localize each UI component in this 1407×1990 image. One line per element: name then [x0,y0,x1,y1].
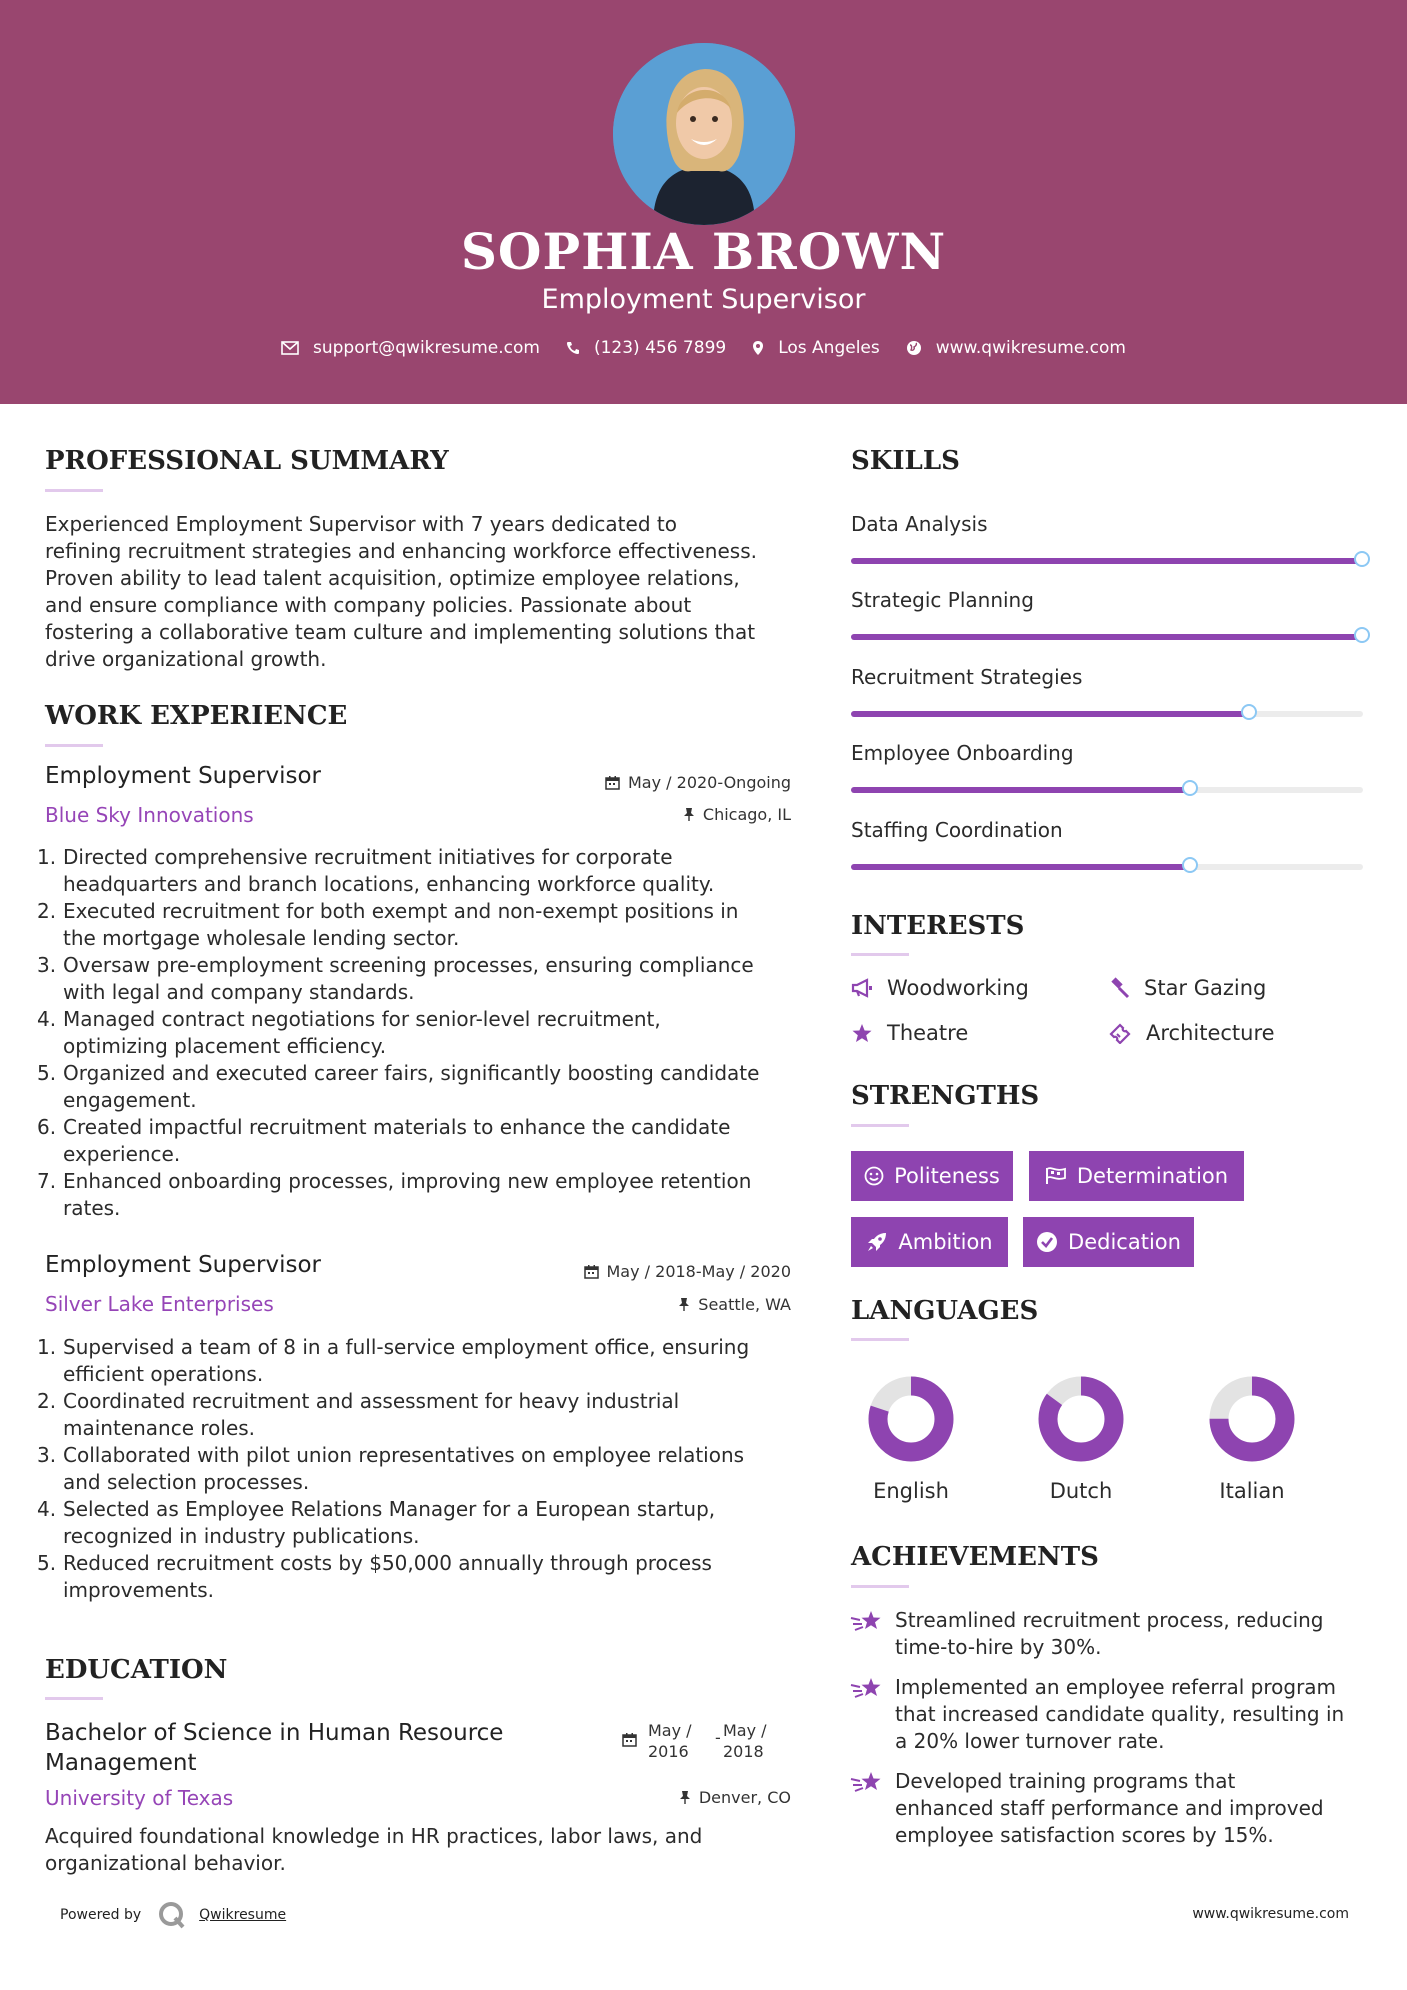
company-name[interactable]: Blue Sky Innovations [45,803,254,827]
section-divider [45,489,103,492]
website-text: www.qwikresume.com [935,338,1126,358]
bullet-line: optimizing placement efficiency. [63,1034,387,1058]
check-circle-icon [1036,1231,1058,1253]
bullet-line: with legal and company standards. [63,980,415,1004]
language-label: Dutch [1049,1479,1113,1503]
bullet-line: Executed recruitment for both exempt and non-exempt positions in [63,899,739,923]
skill-bar [851,711,1363,717]
summary-line: Proven ability to lead talent acquisition, optimize employee relations, [45,566,740,590]
bullet-line: Collaborated with pilot union representatives on employee relations [63,1443,745,1467]
bullet-number: 2. [37,1389,57,1413]
skill-bar-fill [851,634,1363,640]
list-item [37,1496,815,1550]
bullet-line: engagement. [63,1088,197,1112]
description-line: Acquired foundational knowledge in HR practices, labor laws, and [45,1824,703,1848]
contact-email[interactable] [281,338,540,358]
list-item [37,1388,815,1442]
candidate-name: SOPHIA BROWN [460,222,947,281]
language-label: English [873,1479,949,1503]
bullet-number: 3. [37,953,57,977]
education-date [622,1720,792,1764]
contact-phone[interactable] [566,338,726,358]
skill-bar-fill [851,711,1250,717]
section-divider [45,744,103,747]
list-item [37,1114,815,1168]
summary-line: refining recruitment strategies and enhancing workforce effectiveness. [45,539,757,563]
date-separator: - [715,1728,721,1747]
job-location [560,805,791,824]
summary-line: and ensure compliance with company policies. Passionate about [45,593,692,617]
summary-text [45,511,805,673]
strength-chip [1029,1151,1244,1201]
phone-icon [566,341,580,355]
strengths-heading: STRENGTHS [851,1081,1040,1111]
degree-line: Bachelor of Science in Human Resource [45,1720,504,1746]
achievement-text [895,1768,1375,1849]
list-item [37,952,815,1006]
skill-bar-fill [851,787,1191,793]
summary-line: drive organizational growth. [45,647,327,671]
contact-bar [0,338,1407,358]
job-title: Employment Supervisor [45,763,321,789]
calendar-icon [584,1264,599,1279]
section-divider [851,1338,909,1341]
skill-bar-knob [1241,704,1257,720]
bullet-number: 4. [37,1007,57,1031]
pushpin-icon [679,1790,691,1805]
achievement-text [895,1674,1375,1755]
skill-bar [851,558,1363,564]
candidate-title: Employment Supervisor [541,284,866,315]
language-donut [868,1376,954,1462]
job-location-text: Chicago, IL [702,805,791,824]
skill-bar [851,864,1363,870]
job-location-text: Seattle, WA [698,1295,791,1314]
contact-website[interactable] [906,338,1126,358]
bullet-number: 1. [37,845,57,869]
bullet-line: Enhanced onboarding processes, improving new employee retention [63,1169,752,1193]
achievement-line: Developed training programs that [895,1769,1236,1793]
powered-by-text: Powered by [60,1907,142,1923]
bullet-line: maintenance roles. [63,1416,256,1440]
job-bullets [37,1334,815,1604]
achievement-line: a 20% lower turnover rate. [895,1729,1165,1753]
rocket-icon [866,1231,888,1253]
strength-chip [1023,1217,1194,1267]
bullet-line: recognized in industry publications. [63,1524,420,1548]
flag-icon [1045,1166,1067,1186]
bullet-number: 6. [37,1115,57,1139]
company-name[interactable]: Silver Lake Enterprises [45,1292,274,1316]
gavel-icon [1108,977,1130,999]
date-part: May / [648,1721,692,1740]
list-item [37,898,815,952]
contact-location [752,338,880,358]
achievements-heading: ACHIEVEMENTS [851,1542,1099,1572]
bullet-number: 5. [37,1061,57,1085]
list-item [37,1006,815,1060]
date-part: 2018 [723,1742,764,1761]
languages-heading: LANGUAGES [851,1296,1039,1326]
email-text: support@qwikresume.com [313,338,540,358]
job-date [560,773,791,792]
skill-label: Employee Onboarding [851,741,1074,765]
skills-heading: SKILLS [851,446,960,476]
qwikresume-logo-icon [157,1900,187,1930]
bullet-line: rates. [63,1196,121,1220]
education-description [45,1823,805,1877]
footer-website[interactable]: www.qwikresume.com [1192,1906,1349,1922]
list-item [37,1334,815,1388]
bullet-line: Oversaw pre-employment screening processes, ensuring compliance [63,953,754,977]
achievement-line: employee satisfaction scores by 15%. [895,1823,1274,1847]
bullet-line: the mortgage wholesale lending sector. [63,926,460,950]
interest-label: Theatre [887,1021,969,1045]
interest-item [1108,1021,1275,1045]
shooting-star-icon [850,1609,884,1635]
list-item [37,1442,815,1496]
bullet-line: Reduced recruitment costs by $50,000 annually through process [63,1551,712,1575]
date-part: May / [723,1721,767,1740]
education-heading: EDUCATION [45,1655,228,1685]
degree-line: Management [45,1750,197,1776]
interest-item [1108,976,1266,1000]
location-text: Los Angeles [778,338,880,358]
smile-icon [864,1166,884,1186]
bullet-line: and selection processes. [63,1470,310,1494]
language-donut [1038,1376,1124,1462]
interest-item [851,976,1029,1000]
skill-bar [851,634,1363,640]
bullet-line: Coordinated recruitment and assessment for heavy industrial [63,1389,680,1413]
skill-bar-knob [1182,857,1198,873]
pushpin-icon [678,1297,690,1312]
skill-bar-fill [851,558,1363,564]
school-name[interactable]: University of Texas [45,1786,234,1810]
list-item [37,1550,815,1604]
skill-bar-knob [1182,780,1198,796]
skill-label: Strategic Planning [851,588,1034,612]
envelope-icon [281,341,299,355]
phone-text: (123) 456 7899 [593,338,727,358]
education-location-text: Denver, CO [698,1788,791,1807]
bullet-line: Managed contract negotiations for senior-level recruitment, [63,1007,661,1031]
star-icon [851,1023,873,1044]
section-divider [851,953,909,956]
bullet-line: Organized and executed career fairs, significantly boosting candidate [63,1061,760,1085]
job-location [560,1295,791,1314]
strength-label: Determination [1076,1164,1229,1188]
date-start [648,1720,692,1762]
bullet-line: improvements. [63,1578,214,1602]
bullet-line: experience. [63,1142,181,1166]
bullet-line: headquarters and branch locations, enhancing workforce quality. [63,872,715,896]
achievement-line: that increased candidate quality, resulting in [895,1702,1345,1726]
strength-chip [851,1151,1013,1201]
experience-heading: WORK EXPERIENCE [45,701,348,731]
bullet-number: 2. [37,899,57,923]
ticket-icon [1108,1022,1132,1044]
bullet-line: Supervised a team of 8 in a full-service employment office, ensuring [63,1335,750,1359]
education-location [560,1788,791,1807]
list-item [37,1060,815,1114]
skill-bar-knob [1354,627,1370,643]
skill-bar-fill [851,864,1191,870]
resume-header [0,0,1407,404]
job-date [540,1262,791,1281]
profile-photo [613,43,795,225]
achievement-text [895,1607,1375,1661]
calendar-icon [622,1732,637,1747]
strength-chip [851,1217,1008,1267]
achievement-line: Implemented an employee referral program [895,1675,1337,1699]
bullet-line: Created impactful recruitment materials to enhance the candidate [63,1115,731,1139]
bullet-number: 4. [37,1497,57,1521]
description-line: organizational behavior. [45,1851,286,1875]
skill-bar [851,787,1363,793]
strength-label: Politeness [894,1164,1000,1188]
interest-label: Architecture [1146,1021,1275,1045]
date-part: 2016 [648,1742,689,1761]
section-divider [851,1124,909,1127]
shooting-star-icon [850,1676,884,1702]
bullet-number: 3. [37,1443,57,1467]
skill-label: Recruitment Strategies [851,665,1083,689]
skill-bar-knob [1354,551,1370,567]
calendar-icon [605,775,620,790]
skill-label: Data Analysis [851,512,988,536]
bullet-line: Selected as Employee Relations Manager for a European startup, [63,1497,716,1521]
megaphone-icon [851,978,873,998]
section-divider [45,1697,103,1700]
achievement-line: Streamlined recruitment process, reducing [895,1608,1324,1632]
shooting-star-icon [850,1770,884,1796]
achievement-line: time-to-hire by 30%. [895,1635,1102,1659]
achievement-line: enhanced staff performance and improved [895,1796,1324,1820]
language-donut [1209,1376,1295,1462]
bullet-number: 5. [37,1551,57,1575]
bullet-number: 1. [37,1335,57,1359]
interest-label: Woodworking [887,976,1029,1000]
list-item [37,844,815,898]
strength-label: Ambition [898,1230,993,1254]
summary-heading: PROFESSIONAL SUMMARY [45,446,449,476]
summary-line: fostering a collaborative team culture and implementing solutions that [45,620,756,644]
pushpin-icon [683,807,695,822]
strength-label: Dedication [1068,1230,1181,1254]
bullet-line: efficient operations. [63,1362,264,1386]
job-date-text: May / 2018-May / 2020 [606,1262,791,1281]
summary-line: Experienced Employment Supervisor with 7 years dedicated to [45,512,677,536]
job-bullets [37,844,815,1222]
brand-link[interactable]: Qwikresume [199,1907,287,1923]
interest-label: Star Gazing [1144,976,1267,1000]
list-item [37,1168,815,1222]
globe-icon [906,340,922,356]
footer-powered-by [60,1900,286,1930]
job-title: Employment Supervisor [45,1252,321,1278]
bullet-line: Directed comprehensive recruitment initiatives for corporate [63,845,673,869]
date-end [723,1720,767,1762]
skill-label: Staffing Coordination [851,818,1063,842]
degree-title [45,1718,503,1778]
map-pin-icon [752,340,764,356]
language-label: Italian [1219,1479,1285,1503]
section-divider [851,1585,909,1588]
avatar-illustration [613,43,795,225]
interests-heading: INTERESTS [851,911,1025,941]
bullet-number: 7. [37,1169,57,1193]
interest-item [851,1021,968,1045]
job-date-text: May / 2020-Ongoing [628,773,791,792]
